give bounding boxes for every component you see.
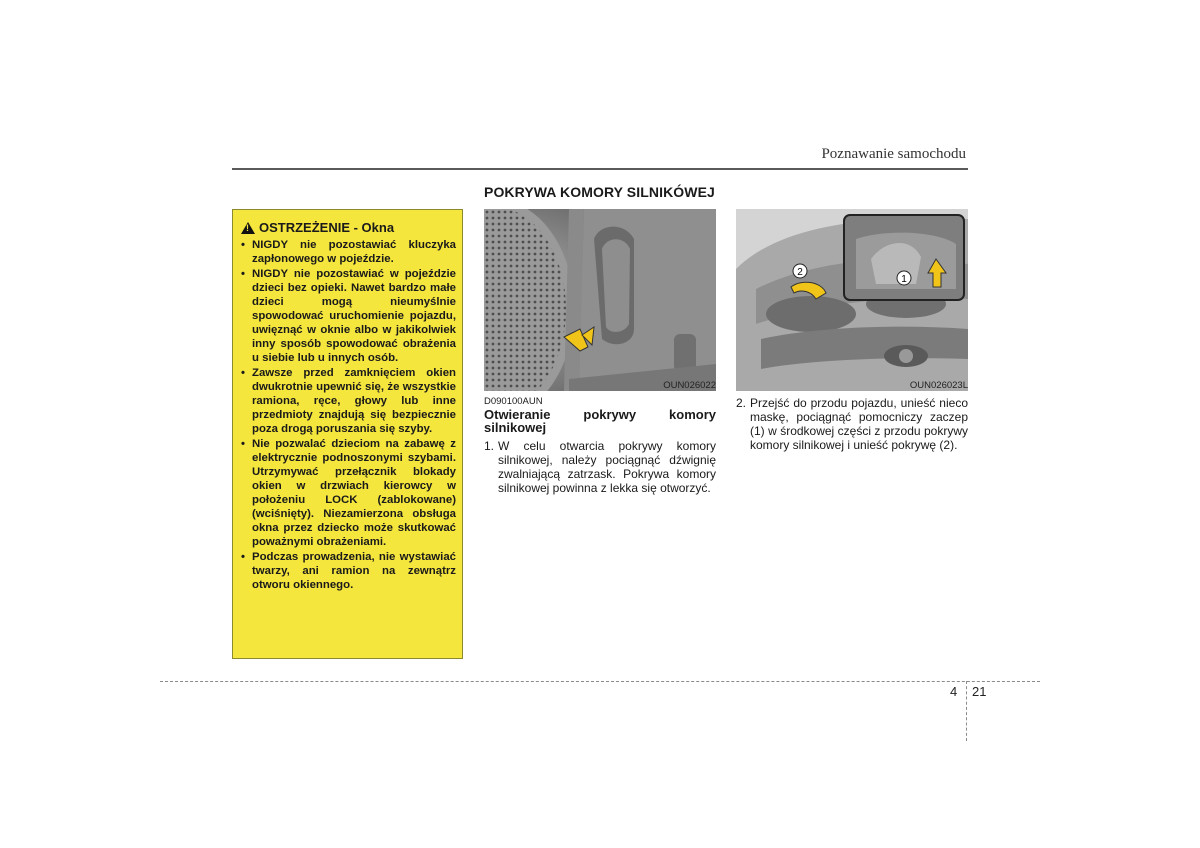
warning-item: • Podczas prowadzenia, nie wystawiać twarzy, ani ramion na zewnątrz otworu okiennego. (239, 550, 456, 592)
figure-caption: OUN026023L (909, 380, 968, 391)
step-number: 1. (484, 439, 495, 453)
footer-rule (160, 681, 1040, 682)
warning-box (232, 209, 463, 659)
running-header: Poznawanie samochodu (821, 146, 966, 162)
step-text: Przejść do przodu pojazdu, unieść nieco maskę, pociągnąć pomocniczy zaczep (1) w środkowej części z przodu pokrywy komory silnikowej i unieść pokrywę (2). (750, 396, 968, 452)
figure-caption: OUN026022 (663, 380, 716, 391)
step-item (484, 439, 716, 495)
release-lever-illustration (484, 209, 716, 391)
figure-release-lever (484, 209, 716, 391)
hood-latch-illustration (736, 209, 968, 391)
callout-2: 2 (797, 267, 803, 278)
warning-item: • Nie pozwalać dzieciom na zabawę z elektrycznie podnoszonymi szybami. Utrzymywać przełącznik blokady okien w drzwiach kierowcy w położeniu LOCK (zablokowane) (wciśnięty). Niezamierzona obsługa okna przez dziecko może skutkować poważnymi obrażeniami. (239, 437, 456, 549)
step-text: W celu otwarcia pokrywy komory silnikowej, należy pociągnąć dźwignię zwalniającą zatrzask. Pokrywa komory silnikowej powinna z lekka się otworzyć. (498, 439, 716, 495)
subheading: Otwieranie pokrywy komory silnikowej (484, 407, 716, 435)
warning-item: • NIGDY nie pozostawiać kluczyka zapłonowego w pojeździe. (239, 238, 456, 266)
section-number: 4 (950, 684, 958, 699)
warning-item: • NIGDY nie pozostawiać w pojeździe dzieci bez opieki. Nawet bardzo małe dzieci mogą nieumyślnie spowodować uruchomienie pojazdu, uwięznąć w oknie albo w jakikolwiek inny sposób spowodować obrażenia u siebie lub u innych osób. (239, 267, 456, 365)
doc-code: D090100AUN (484, 396, 543, 407)
footer-divider (966, 681, 967, 741)
page-index: 21 (972, 684, 987, 699)
header-rule (232, 168, 968, 170)
warning-list (239, 238, 456, 592)
warning-triangle-icon (241, 222, 255, 234)
step-item (736, 396, 968, 452)
warning-header (239, 220, 456, 235)
warning-title: OSTRZEŻENIE - Okna (259, 220, 395, 235)
figure-hood-latch (736, 209, 968, 391)
step-number: 2. (736, 396, 747, 410)
section-title: POKRYWA KOMORY SILNIKÓWEJ (484, 184, 715, 200)
callout-1: 1 (901, 274, 907, 285)
warning-item: • Zawsze przed zamknięciem okien dwukrotnie upewnić się, że wszystkie ramiona, ręce, głowy lub inne przedmioty znajdują się bezpiecznie poza drogą poruszania się szyby. (239, 366, 456, 436)
